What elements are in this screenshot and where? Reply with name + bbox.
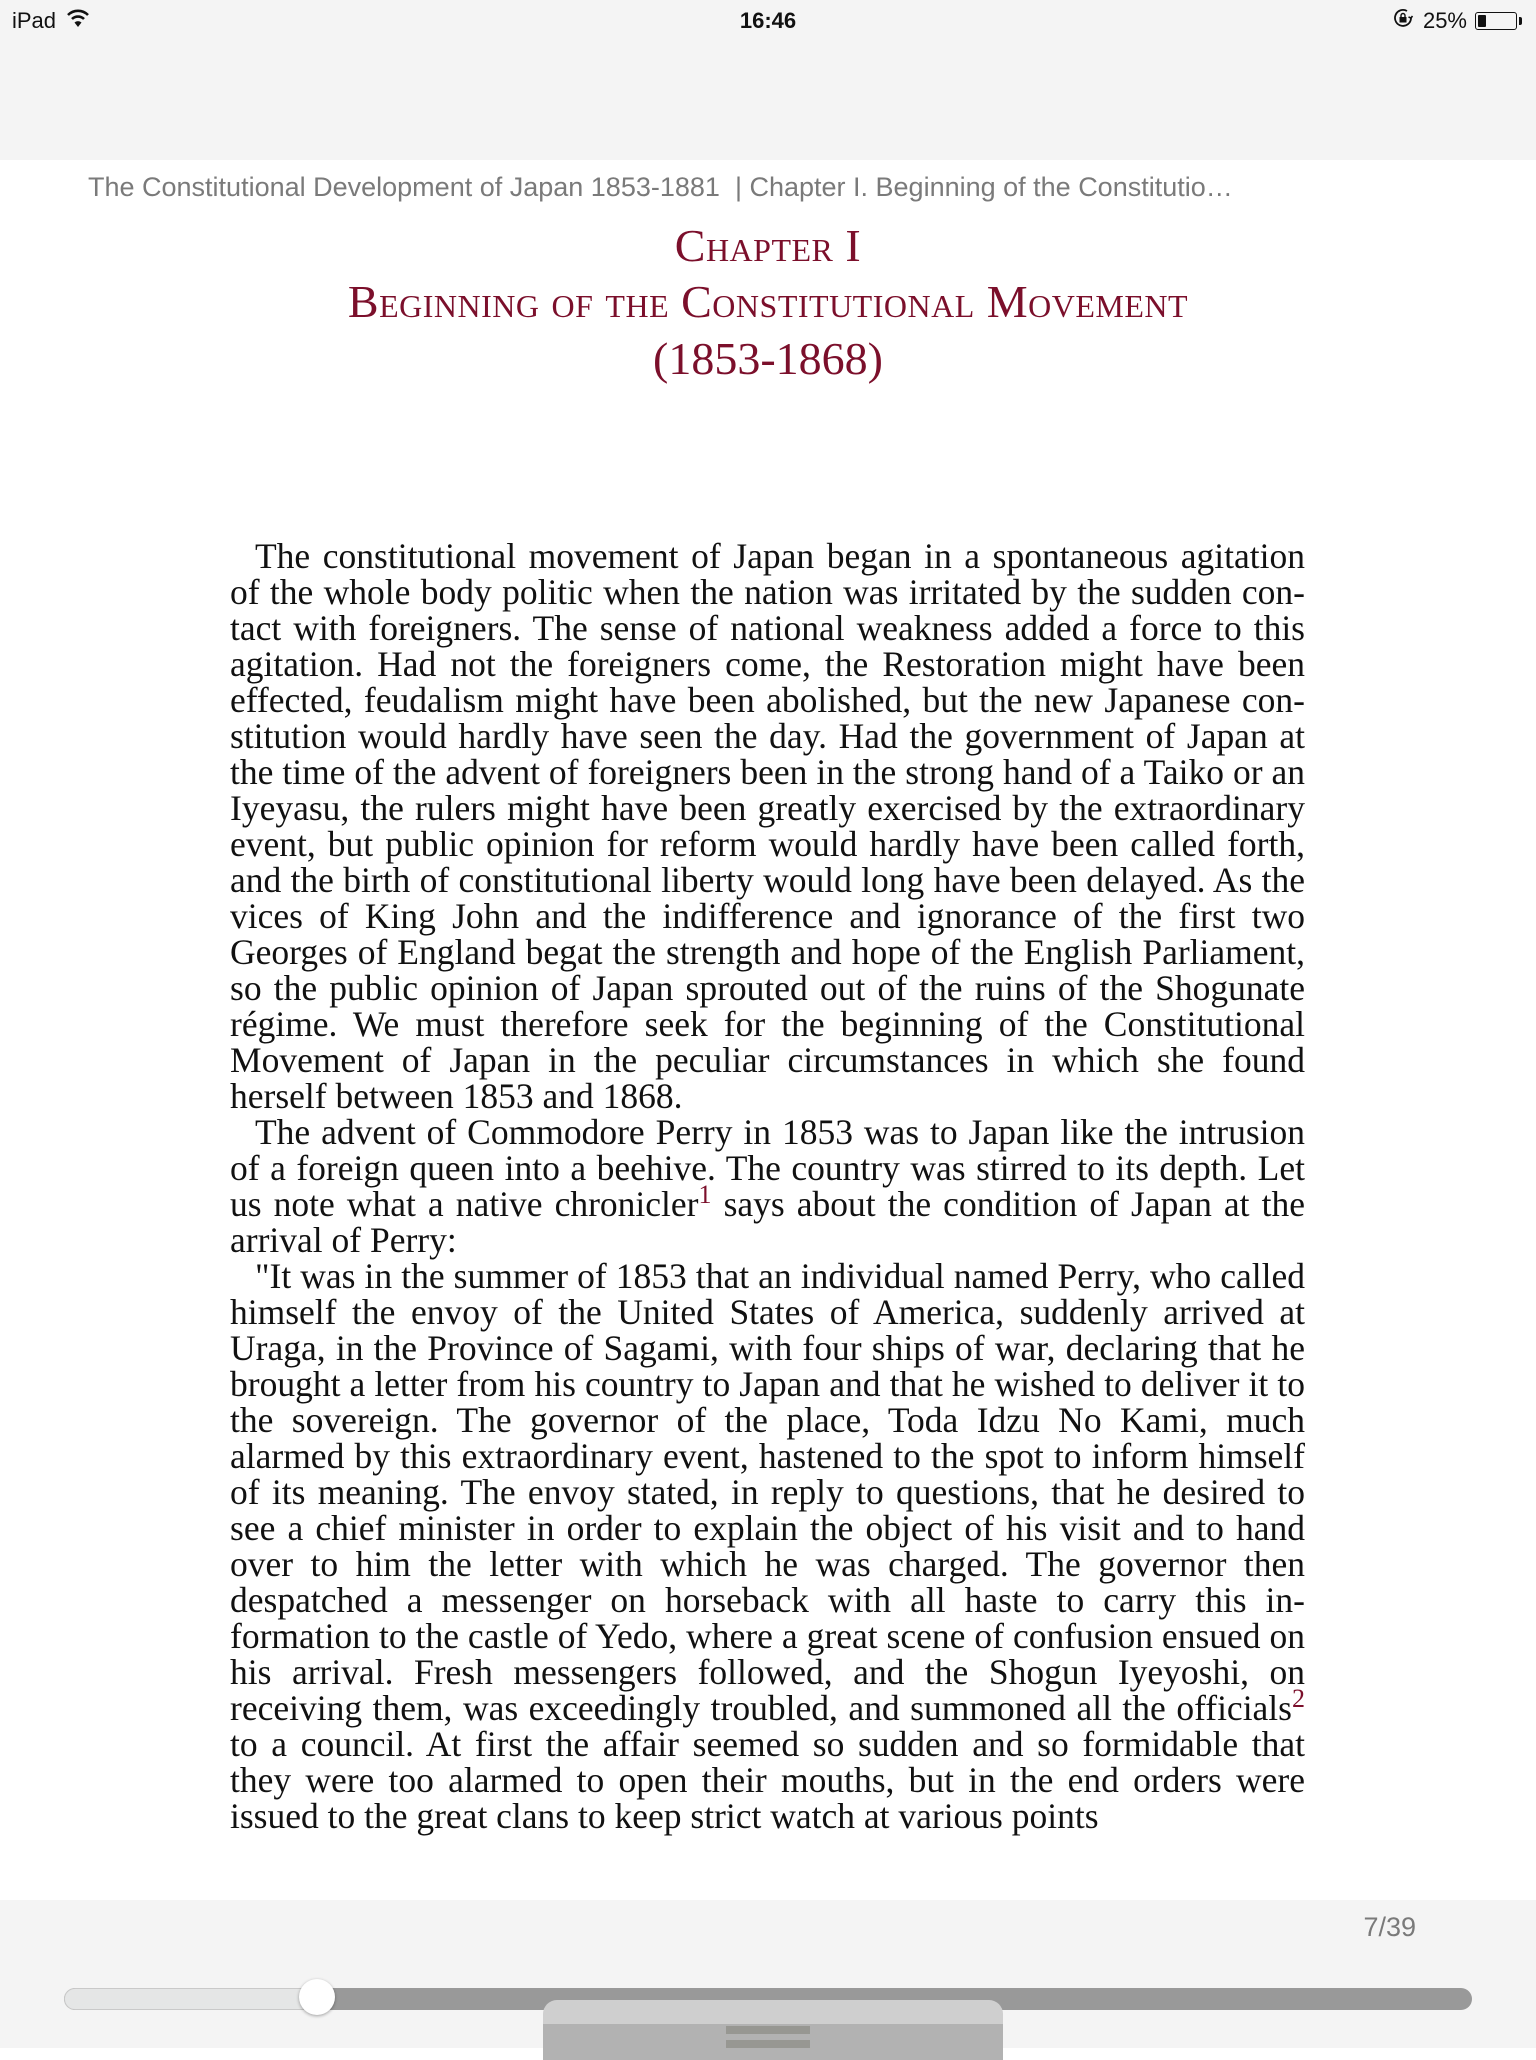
paragraph-text: The advent of Commodore Perry in 1853 was to Japan like the intrusion of a foreign queen into a beehive. The country was stirred to its depth. Let us note what a native chronicler [230,1112,1305,1224]
slider-progress [64,1988,317,2010]
battery-percent: 25% [1422,8,1467,33]
paragraph: The constitutional movement of Japan began in a spontaneous agitation of the whole body politic when the nation was irritated by the sudden contact with foreigners. The sense of national weakness added a force to this agitation. Had not the foreigners come, the Restoration might have been effected, feudalism might have been abolished, but the new Japanese constitution would hardly have seen the day. Had the government of Japan at the time of the advent of foreigners been in the strong hand of a Taiko or an Iyeyasu, the rulers might have been greatly exercised by the extraordinary event, but public opinion for reform would hardly have been called forth, and the birth of constitutional liberty would long have been delayed. As the vices of King John and the indifference and ignorance of the first two Georges of England begat the strength and hope of the English Parliament, so the public opinion of Japan sprouted out of the ruins of the Shogunate régime. We must therefore seek for the beginning of the Constitutional Movement of Japan in the peculiar circumstances in which she found herself between 1853 and 1868. [230,536,1305,1116]
drawer-handle-button[interactable] [543,2000,1003,2060]
running-header[interactable] [88,172,1488,203]
battery-icon [1475,12,1517,30]
paragraph [230,1258,1305,1834]
battery-level [1478,15,1486,27]
status-right [1391,6,1522,36]
rotation-lock-icon [1391,6,1415,36]
chapter-name: Chapter I. Beginning of the Constitutio… [749,172,1233,202]
header-separator: | [734,172,742,202]
status-bar [0,0,1536,160]
drawer-handle-icon [726,2040,810,2048]
page-indicator: 7/39 [1363,1912,1416,1942]
paragraph [230,1114,1305,1258]
paragraph-text: says about the condition of Japan at the arrival of Perry: [230,1184,1305,1260]
chapter-number: Chapter I [674,220,862,271]
clock: 16:46 [739,8,797,33]
chapter-heading [0,218,1536,388]
paragraph-text: to a council. At first the affair seemed so sudden and so formidable that they were too alarmed to open their mouths, but in the end orders were issued to the great clans to keep strict watch at various points [230,1724,1305,1836]
footnote-link[interactable]: 1 [698,1180,712,1210]
battery-tip [1519,17,1522,25]
paragraph-text: "It was in the summer of 1853 that an individual named Perry, who called himself the envoy of the United States of America, suddenly arrived at Uraga, in the Province of Sagami, with four ships of war, declaring that he brought a letter from his country to Japan and that he wished to deliver it to the sovereign. The governor of the place, Toda Idzu No Kami, much alarmed by this extraordinary event, hastened to the spot to inform himself of its meaning. The envoy stated, in reply to questions, that he desired to see a chief minister in order to explain the object of his visit and to hand over to him the letter with which he was charged. The governor then despatched a messenger on horseback with all haste to carry this information to the castle of Yedo, where a great scene of confusion ensued on his arrival. Fresh messengers followed, and the Shogun Iyeyoshi, on receiving them, was exceedingly troubled, and summoned all the officials [230,1256,1305,1728]
drawer-handle-icon [726,2026,810,2034]
page-content [230,538,1305,1834]
chapter-title: Beginning of the Constitutional Movement [347,276,1189,327]
footnote-link[interactable]: 2 [1292,1684,1305,1714]
chapter-dates: (1853-1868) [653,333,883,384]
book-title: The Constitutional Development of Japan 1853-1881 [88,172,720,202]
device-name: iPad [12,8,57,33]
